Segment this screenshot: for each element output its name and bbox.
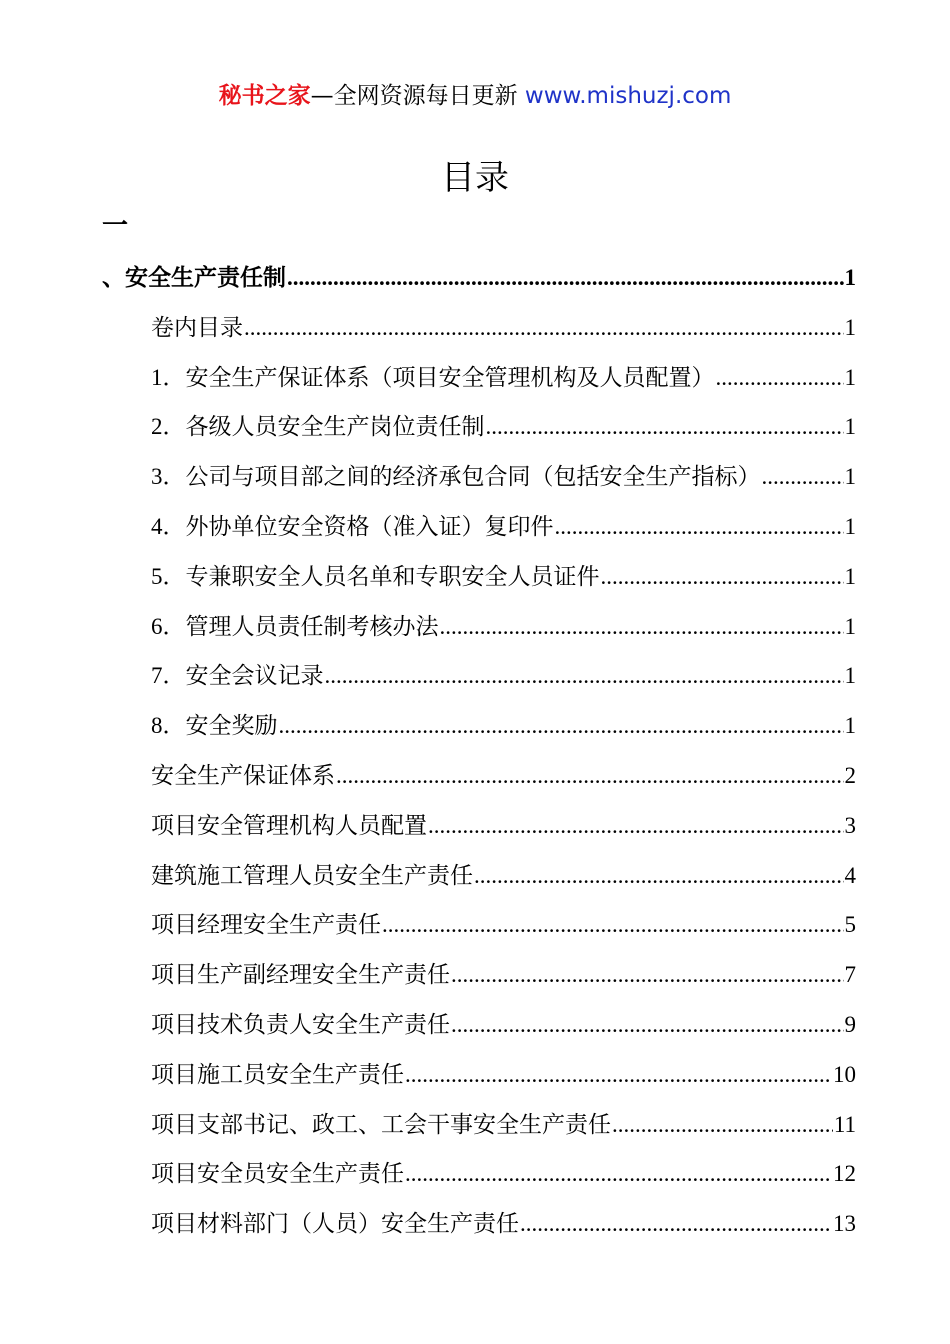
toc-dot-leader: [612, 1108, 833, 1142]
toc-entry-title: [102, 261, 286, 295]
toc-entry-title: [151, 311, 243, 345]
toc-entry-label: 专兼职安全人员名单和专职安全人员证件: [185, 564, 600, 590]
toc-entry[interactable]: [151, 908, 856, 942]
toc-entry-title: [151, 958, 450, 992]
toc-dot-leader: [601, 560, 844, 594]
toc-entry[interactable]: [151, 560, 856, 594]
toc-entry[interactable]: [151, 659, 856, 693]
toc-page-number: 1: [844, 713, 856, 738]
toc-page-number: 9: [844, 1012, 856, 1037]
toc-dot-leader: [287, 261, 844, 295]
toc-page-number: 1: [844, 663, 856, 688]
toc-entry-label: 卷内目录: [151, 315, 243, 341]
toc-entry-title: [151, 510, 554, 544]
toc-entry[interactable]: [151, 460, 856, 494]
toc-dot-leader: [474, 859, 844, 893]
toc-entry-number: 5．: [151, 564, 186, 589]
toc-entry-label: 安全会议记录: [185, 663, 324, 689]
toc-dot-leader: [405, 1058, 832, 1092]
toc-entry-title: [151, 1058, 404, 1092]
toc-entry[interactable]: [151, 1008, 856, 1042]
toc-entry-label: 管理人员责任制考核办法: [185, 614, 439, 640]
toc-entry-number: 6．: [151, 614, 186, 639]
toc-page-number: 1: [844, 464, 856, 489]
toc-entry-label: 项目安全管理机构人员配置: [151, 813, 427, 839]
toc-entry-title: [151, 410, 485, 444]
toc-entry-title: [151, 610, 439, 644]
toc-entry[interactable]: [151, 410, 856, 444]
toc-entry[interactable]: [151, 709, 856, 743]
toc-page-number: 1: [844, 265, 856, 290]
toc-entry[interactable]: [151, 1058, 856, 1092]
toc-page-number: 1: [844, 564, 856, 589]
page-title: 目录: [441, 158, 509, 198]
toc-dot-leader: [405, 1157, 832, 1191]
toc-page-number: 4: [844, 863, 856, 888]
toc-entry-label: 安全生产保证体系: [151, 763, 335, 789]
toc-entry[interactable]: [151, 859, 856, 893]
toc-entry[interactable]: [151, 1157, 856, 1191]
toc-entry-title: [151, 560, 600, 594]
toc-entry[interactable]: [151, 958, 856, 992]
toc-dot-leader: [716, 361, 844, 395]
toc-entry-title: [151, 809, 427, 843]
toc-entry-label: 项目生产副经理安全生产责任: [151, 962, 450, 988]
toc-dot-leader: [336, 759, 844, 793]
toc-page-number: 1: [844, 614, 856, 639]
toc-entry-title: [151, 1207, 519, 1241]
toc-dot-leader: [555, 510, 844, 544]
toc-entry-number: 1．: [151, 365, 186, 390]
header-url-link[interactable]: www.mishuzj.com: [524, 83, 732, 109]
toc-entry-label: 项目支部书记、政工、工会干事安全生产责任: [151, 1112, 611, 1138]
toc-page-number: 7: [844, 962, 856, 987]
toc-dot-leader: [520, 1207, 832, 1241]
toc-page-number: 10: [833, 1062, 856, 1087]
toc-entry-title: [151, 759, 335, 793]
toc-page-number: 1: [844, 365, 856, 390]
toc-entry[interactable]: [102, 261, 856, 295]
chapter-number-mark: 一: [102, 211, 129, 241]
toc-entry[interactable]: [151, 361, 856, 395]
toc-entry-label: 各级人员安全生产岗位责任制: [185, 414, 485, 440]
toc-entry-title: [151, 1008, 450, 1042]
toc-page-number: 1: [844, 414, 856, 439]
toc-entry[interactable]: [151, 311, 856, 345]
toc-entry-label: 安全生产保证体系（项目安全管理机构及人员配置）: [185, 365, 715, 391]
toc-entry-number: 8．: [151, 713, 186, 738]
toc-page-number: 2: [844, 763, 856, 788]
toc-entry-number: 4．: [151, 514, 186, 539]
toc-entry-label: 项目安全员安全生产责任: [151, 1161, 404, 1187]
toc-page-number: 1: [844, 514, 856, 539]
toc-entry[interactable]: [151, 809, 856, 843]
toc-dot-leader: [486, 410, 844, 444]
toc-entry-label: 项目技术负责人安全生产责任: [151, 1012, 450, 1038]
toc-entry-title: [151, 1157, 404, 1191]
toc-entry-title: [151, 1108, 611, 1142]
toc-entry-title: [151, 460, 761, 494]
toc-dot-leader: [451, 958, 844, 992]
toc-entry-label: 项目经理安全生产责任: [151, 912, 381, 938]
toc-page-number: 1: [844, 315, 856, 340]
site-header: [0, 80, 950, 112]
toc-entry-label: 公司与项目部之间的经济承包合同（包括安全生产指标）: [185, 464, 761, 490]
toc-dot-leader: [440, 610, 844, 644]
toc-entry-label: 安全奖励: [185, 713, 278, 739]
toc-entry-label: 项目材料部门（人员）安全生产责任: [151, 1211, 519, 1237]
header-tagline: —全网资源每日更新: [310, 83, 525, 109]
toc-page-number: 3: [844, 813, 856, 838]
toc-entry[interactable]: [151, 1207, 856, 1241]
toc-page-number: 5: [844, 912, 856, 937]
toc-entry-title: [151, 659, 324, 693]
toc-entry-number: 2．: [151, 414, 186, 439]
toc-dot-leader: [451, 1008, 844, 1042]
toc-entry-number: 7．: [151, 663, 186, 688]
toc-entry-label: 项目施工员安全生产责任: [151, 1062, 404, 1088]
toc-entry-label: 、安全生产责任制: [102, 265, 286, 291]
toc-entry-number: 3．: [151, 464, 186, 489]
toc-entry-title: [151, 709, 278, 743]
toc-entry-title: [151, 908, 381, 942]
toc-dot-leader: [279, 709, 844, 743]
header-brand: 秘书之家: [218, 83, 311, 109]
toc-page-number: 12: [833, 1161, 856, 1186]
toc-dot-leader: [762, 460, 844, 494]
toc-entry[interactable]: [151, 1108, 856, 1142]
toc-dot-leader: [382, 908, 844, 942]
toc-entry[interactable]: [151, 510, 856, 544]
toc-entry-title: [151, 361, 715, 395]
toc-entry[interactable]: [151, 759, 856, 793]
toc-page-number: 11: [833, 1112, 856, 1137]
toc-entry-label: 建筑施工管理人员安全生产责任: [151, 863, 473, 889]
toc-page-number: 13: [833, 1211, 856, 1236]
toc-dot-leader: [244, 311, 844, 345]
toc-dot-leader: [325, 659, 844, 693]
toc-entry-label: 外协单位安全资格（准入证）复印件: [185, 514, 554, 540]
toc-entry-title: [151, 859, 473, 893]
toc-entry[interactable]: [151, 610, 856, 644]
toc-dot-leader: [428, 809, 844, 843]
